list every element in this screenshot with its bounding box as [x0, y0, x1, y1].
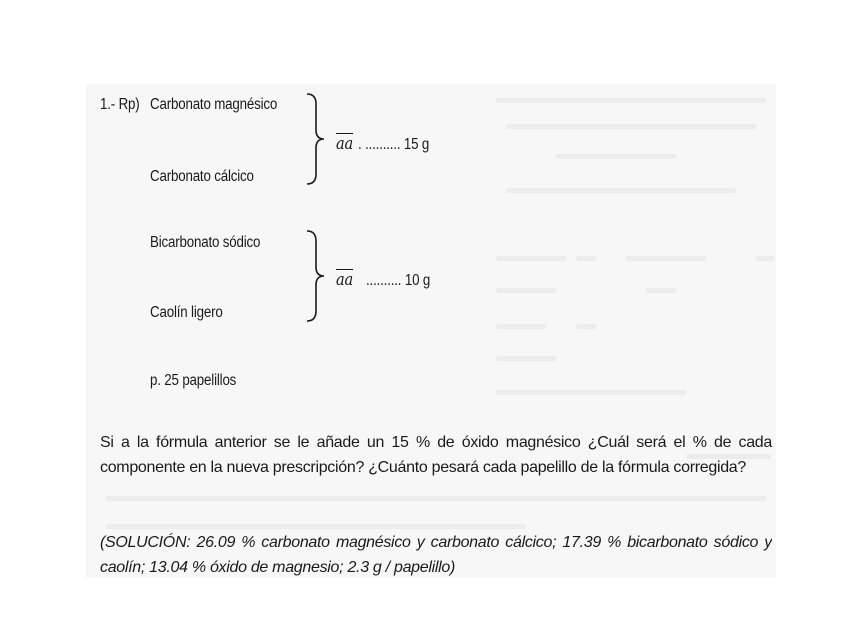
question-paragraph: Si a la fórmula anterior se le añade un 15 % de óxido magnésico ¿Cuál será el % de cada componente en la nueva prescripción? ¿Cuánto pesará cada papelillo de la fórmula corregida?	[100, 434, 772, 476]
ingredient-caolin-ligero: Caolín ligero	[150, 304, 223, 321]
ingredient-carbonato-magnesico: Carbonato magnésico	[150, 96, 278, 113]
group1-ana-symbol: $\overline{aa}$	[336, 134, 354, 154]
dosage-line: p. 25 papelillos	[150, 372, 237, 389]
group2-quantity: .......... 10 g	[366, 272, 431, 289]
group2-ana-symbol: $\overline{aa}$	[336, 270, 354, 290]
solution-paragraph: (SOLUCIÓN: 26.09 % carbonato magnésico y carbonato cálcico; 17.39 % bicarbonato sódico y caolín; 13.04 % óxido de magnesio; 2.3 g / papelillo)	[100, 534, 772, 576]
group1-quantity: . .......... 15 g	[358, 136, 430, 153]
ingredient-carbonato-calcico: Carbonato cálcico	[150, 168, 254, 185]
prescription-heading: 1.- Rp)	[100, 96, 140, 113]
scanned-page	[86, 84, 776, 578]
bleed-through-text	[86, 84, 776, 578]
right-brace-icon	[304, 229, 330, 323]
ingredient-bicarbonato-sodico: Bicarbonato sódico	[150, 234, 261, 251]
right-brace-icon	[304, 92, 330, 186]
